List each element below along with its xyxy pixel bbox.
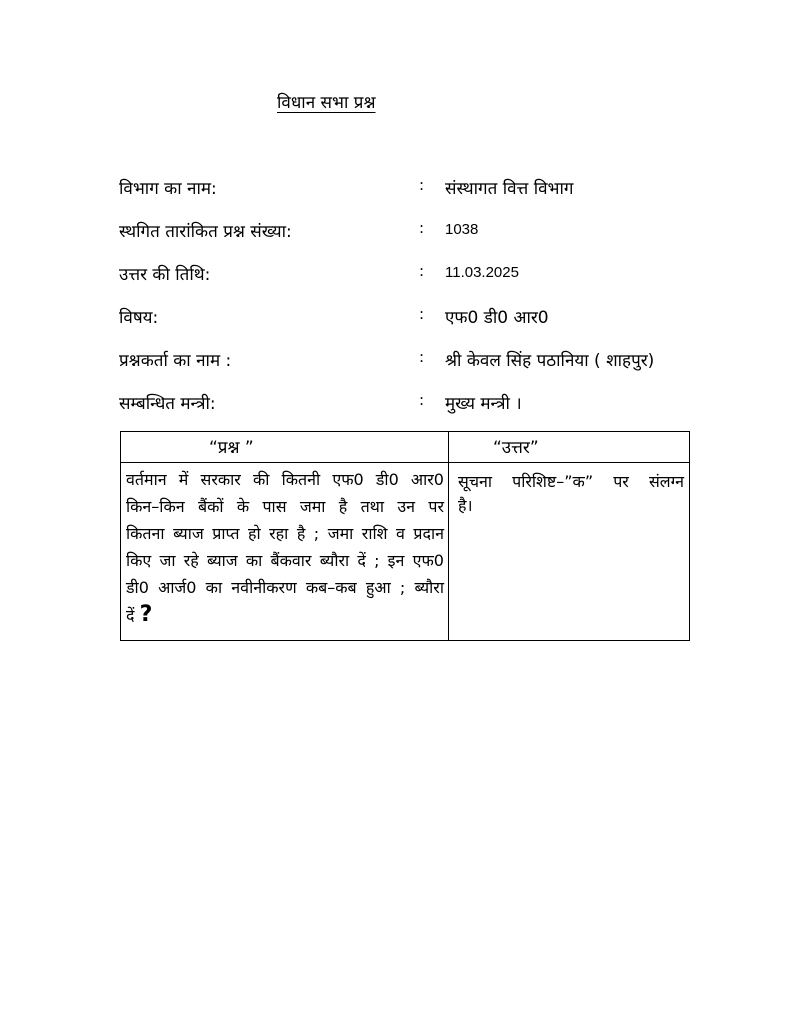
field-minister — [119, 391, 699, 419]
field-subject — [119, 305, 699, 333]
field-value: 11.03.2025 — [445, 264, 519, 281]
field-answer-date — [119, 262, 699, 290]
field-label: विषय: — [119, 308, 159, 328]
question-line: वर्तमान में सरकार की कितनी एफ0 डी0 आर0 — [126, 470, 444, 489]
answer-line: सूचना परिशिष्ट–”क” पर संलग्न — [458, 472, 684, 491]
field-label: सम्बन्धित मन्त्री: — [119, 394, 216, 414]
answer-cell — [458, 470, 684, 518]
column-divider — [448, 432, 449, 640]
field-colon: : — [419, 348, 425, 366]
question-column-header: “प्रश्न ” — [209, 438, 254, 458]
answer-line: है। — [458, 496, 473, 515]
question-line: डी0 आर्ज0 का नवीनीकरण कब–कब हुआ ; ब्यौरा — [126, 578, 444, 597]
field-colon: : — [419, 305, 425, 323]
page-title: विधान सभा प्रश्न — [277, 93, 376, 113]
field-colon: : — [419, 391, 425, 409]
question-line-last — [126, 601, 444, 628]
header-divider — [121, 462, 689, 463]
field-value: मुख्य मन्त्री । — [445, 394, 522, 414]
question-line: किए जा रहे ब्याज का बैंकवार ब्यौरा दें ; इन एफ0 — [126, 551, 444, 570]
question-answer-table — [120, 431, 690, 641]
field-colon: : — [419, 219, 425, 237]
field-label: स्थगित तारांकित प्रश्न संख्या: — [119, 222, 292, 242]
field-value: 1038 — [445, 221, 479, 238]
field-label: उत्तर की तिथि: — [119, 265, 211, 285]
field-question-number — [119, 219, 699, 247]
question-line: किन–किन बैंकों के पास जमा है तथा उन पर — [126, 497, 444, 516]
question-line: दें — [126, 606, 135, 625]
field-label: विभाग का नाम: — [119, 179, 217, 199]
question-cell — [126, 466, 444, 628]
field-department — [119, 176, 699, 204]
field-value: संस्थागत वित्त विभाग — [445, 179, 574, 199]
question-line: कितना ब्याज प्राप्त हो रहा है ; जमा राशि व प्रदान — [126, 524, 444, 543]
field-label: प्रश्नकर्ता का नाम : — [119, 351, 232, 371]
field-colon: : — [419, 262, 425, 280]
field-questioner — [119, 348, 699, 376]
answer-column-header: “उत्तर” — [493, 438, 539, 458]
field-value: श्री केवल सिंह पठानिया ( शाहपुर) — [445, 351, 655, 371]
field-colon: : — [419, 176, 425, 194]
question-mark: ? — [139, 602, 153, 627]
field-value: एफ0 डी0 आर0 — [445, 308, 549, 328]
